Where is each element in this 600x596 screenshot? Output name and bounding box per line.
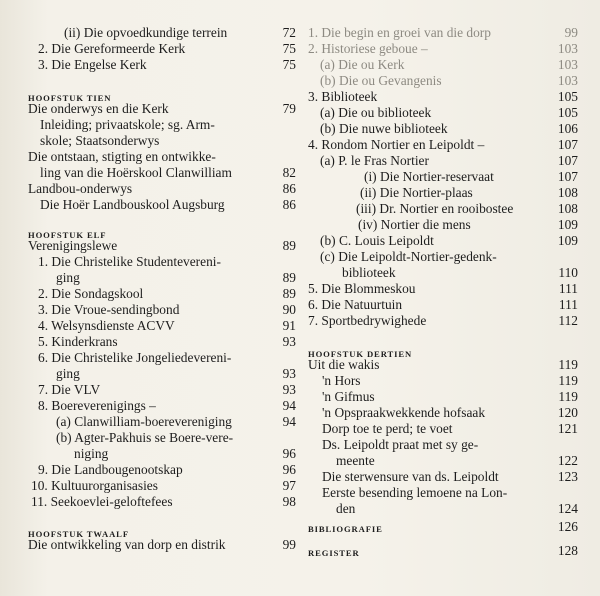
toc-page-number: 120 bbox=[557, 405, 578, 420]
toc-entry-title: 2. Die Sondagskool bbox=[38, 286, 144, 301]
toc-entry-title: biblioteek bbox=[342, 265, 396, 280]
toc-entry-title: 6. Die Natuurtuin bbox=[308, 297, 403, 312]
toc-page-number: 94 bbox=[282, 414, 296, 429]
toc-page-number: 99 bbox=[564, 25, 578, 40]
toc-entry-title: REGISTER bbox=[308, 548, 360, 558]
toc-page-number: 89 bbox=[282, 238, 296, 253]
toc-entry-title: ging bbox=[56, 270, 80, 285]
toc-entry-title: 9. Die Landbougenootskap bbox=[38, 462, 183, 477]
toc-entry-title: (c) Die Leipoldt-Nortier-gedenk- bbox=[320, 249, 497, 264]
toc-entry-title: 5. Kinderkrans bbox=[38, 334, 118, 349]
toc-page-number: 72 bbox=[282, 25, 296, 40]
toc-page-number: 119 bbox=[558, 357, 578, 372]
toc-entry-title: 11. Seekoevlei-geloftefees bbox=[31, 494, 173, 509]
toc-entry-title: 7. Die VLV bbox=[38, 382, 101, 397]
toc-page-number: 119 bbox=[558, 373, 578, 388]
toc-entry-title: Uit die wakis bbox=[308, 357, 380, 372]
toc-entry-title: 2. Historiese geboue – bbox=[308, 41, 428, 56]
toc-entry-title: 1. Die begin en groei van die dorp bbox=[308, 25, 491, 40]
toc-page-number: 99 bbox=[282, 537, 296, 552]
toc-entry-title: niging bbox=[74, 446, 109, 461]
toc-entry-title: (b) C. Louis Leipoldt bbox=[320, 233, 434, 248]
toc-page-number: 121 bbox=[557, 421, 578, 436]
toc-entry-title: 4. Welsynsdienste ACVV bbox=[38, 318, 175, 333]
toc-page-number: 75 bbox=[282, 57, 296, 72]
toc-page-number: 110 bbox=[558, 265, 578, 280]
toc-entry-title: ging bbox=[56, 366, 80, 381]
toc-entry-title: Die Hoër Landbouskool Augsburg bbox=[40, 197, 225, 212]
toc-entry-title: Die ontwikkeling van dorp en distrik bbox=[28, 537, 226, 552]
toc-entry-title: (b) Agter-Pakhuis se Boere-vere- bbox=[56, 430, 234, 445]
toc-entry-title: (b) Die ou Gevangenis bbox=[320, 73, 442, 88]
toc-entry-title: Verenigingslewe bbox=[28, 238, 118, 253]
toc-entry-title: 7. Sportbedrywighede bbox=[308, 313, 427, 328]
toc-entry-title: 3. Die Engelse Kerk bbox=[38, 57, 147, 72]
toc-page-number: 93 bbox=[282, 382, 296, 397]
toc-page-number: 93 bbox=[282, 366, 296, 381]
toc-entry-title: Die sterwensure van ds. Leipoldt bbox=[322, 469, 499, 484]
toc-page-number: 124 bbox=[557, 501, 578, 516]
toc-page-number: 109 bbox=[557, 233, 578, 248]
toc-page-number: 108 bbox=[557, 201, 578, 216]
toc-entry-title: (i) Die Nortier-reservaat bbox=[364, 169, 494, 184]
toc-page-number: 108 bbox=[557, 185, 578, 200]
toc-entry-title: (ii) Die Nortier-plaas bbox=[360, 185, 473, 200]
toc-entry-title: HOOFSTUK ELF bbox=[28, 230, 107, 240]
toc-page-number: 105 bbox=[557, 89, 578, 104]
toc-entry-title: 1. Die Christelike Studentevereni- bbox=[38, 254, 221, 269]
toc-page-number: 112 bbox=[558, 313, 578, 328]
toc-entry-title: (a) Die ou Kerk bbox=[320, 57, 405, 72]
toc-page-number: 103 bbox=[557, 57, 578, 72]
toc-entry-title: BIBLIOGRAFIE bbox=[308, 524, 383, 534]
toc-page-number: 123 bbox=[557, 469, 578, 484]
toc-page-number: 119 bbox=[558, 389, 578, 404]
toc-page-number: 96 bbox=[282, 446, 296, 461]
toc-page-number: 105 bbox=[557, 105, 578, 120]
toc-entry-title: (iv) Nortier die mens bbox=[358, 217, 471, 232]
toc-page-number: 107 bbox=[557, 153, 578, 168]
toc-page-number: 103 bbox=[557, 73, 578, 88]
toc-entry-title: HOOFSTUK DERTIEN bbox=[308, 349, 413, 359]
toc-page-number: 79 bbox=[282, 101, 296, 116]
toc-entry-title: den bbox=[336, 501, 356, 516]
toc-entry-title: (a) Die ou biblioteek bbox=[320, 105, 432, 120]
toc-entry-title: (a) Clanwilliam-boerevereniging bbox=[56, 414, 232, 429]
toc-page-number: 109 bbox=[557, 217, 578, 232]
toc-page-number: 94 bbox=[282, 398, 296, 413]
toc-page-number: 89 bbox=[282, 270, 296, 285]
toc-entry-title: Die onderwys en die Kerk bbox=[28, 101, 169, 116]
toc-entry-title: (iii) Dr. Nortier en rooibostee bbox=[356, 201, 514, 216]
toc-page-number: 126 bbox=[557, 519, 578, 534]
toc-entry-title: 4. Rondom Nortier en Leipoldt – bbox=[308, 137, 485, 152]
toc-entry-title: 3. Biblioteek bbox=[308, 89, 378, 104]
toc-page-number: 91 bbox=[282, 318, 296, 333]
toc-page-number: 107 bbox=[557, 169, 578, 184]
toc-page-number: 86 bbox=[282, 197, 296, 212]
toc-entry-title: 8. Boereverenigings – bbox=[38, 398, 156, 413]
toc-entry-title: 2. Die Gereformeerde Kerk bbox=[38, 41, 186, 56]
toc-page-number: 111 bbox=[558, 297, 578, 312]
toc-page-number: 111 bbox=[558, 281, 578, 296]
toc-entry-title: 6. Die Christelike Jongeliedeverenі- bbox=[38, 350, 232, 365]
toc-entry-title: (ii) Die opvoedkundige terrein bbox=[64, 25, 228, 40]
toc-page-number: 106 bbox=[557, 121, 578, 136]
toc-entry-title: Eerste besending lemoene na Lon- bbox=[322, 485, 508, 500]
toc-entry-title: 'n Opspraakwekkende hofsaak bbox=[322, 405, 486, 420]
toc-page-number: 128 bbox=[557, 543, 578, 558]
toc-entry-title: Landbou-onderwys bbox=[28, 181, 133, 196]
toc-entry-title: (b) Die nuwe biblioteek bbox=[320, 121, 448, 136]
toc-page-number: 93 bbox=[282, 334, 296, 349]
toc-page-number: 107 bbox=[557, 137, 578, 152]
toc-entry-title: 5. Die Blommeskou bbox=[308, 281, 416, 296]
toc-page-number: 96 bbox=[282, 462, 296, 477]
toc-page-number: 103 bbox=[557, 41, 578, 56]
toc-entry-title: meente bbox=[336, 453, 375, 468]
toc-page-number: 97 bbox=[282, 478, 296, 493]
toc-entry-title: ling van die Hoërskool Clanwilliam bbox=[40, 165, 232, 180]
toc-entry-title: Die ontstaan, stigting en ontwikke- bbox=[28, 149, 216, 164]
toc-page-number: 89 bbox=[282, 286, 296, 301]
toc-page-number: 86 bbox=[282, 181, 296, 196]
toc-page-number: 122 bbox=[557, 453, 578, 468]
toc-entry-title: 'n Hors bbox=[322, 373, 361, 388]
toc-entry-title: HOOFSTUK TIEN bbox=[28, 93, 112, 103]
toc-entry-title: 'n Gifmus bbox=[322, 389, 375, 404]
toc-entry-title: Inleiding; privaatskole; sg. Arm- bbox=[40, 117, 215, 132]
toc-page-number: 98 bbox=[282, 494, 296, 509]
toc-entry-title: Dorp toe te perd; te voet bbox=[322, 421, 453, 436]
toc-entry-title: Ds. Leipoldt praat met sy ge- bbox=[322, 437, 479, 452]
toc-entry-title: 3. Die Vroue-sendingbond bbox=[38, 302, 180, 317]
toc-entry-title: HOOFSTUK TWAALF bbox=[28, 529, 129, 539]
toc-page-number: 82 bbox=[282, 165, 296, 180]
toc-page-number: 75 bbox=[282, 41, 296, 56]
toc-page-number: 90 bbox=[282, 302, 296, 317]
toc-entry-title: skole; Staatsonderwys bbox=[40, 133, 160, 148]
toc-entry-title: 10. Kultuurorganisasies bbox=[31, 478, 158, 493]
toc-entry-title: (a) P. le Fras Nortier bbox=[320, 153, 429, 168]
